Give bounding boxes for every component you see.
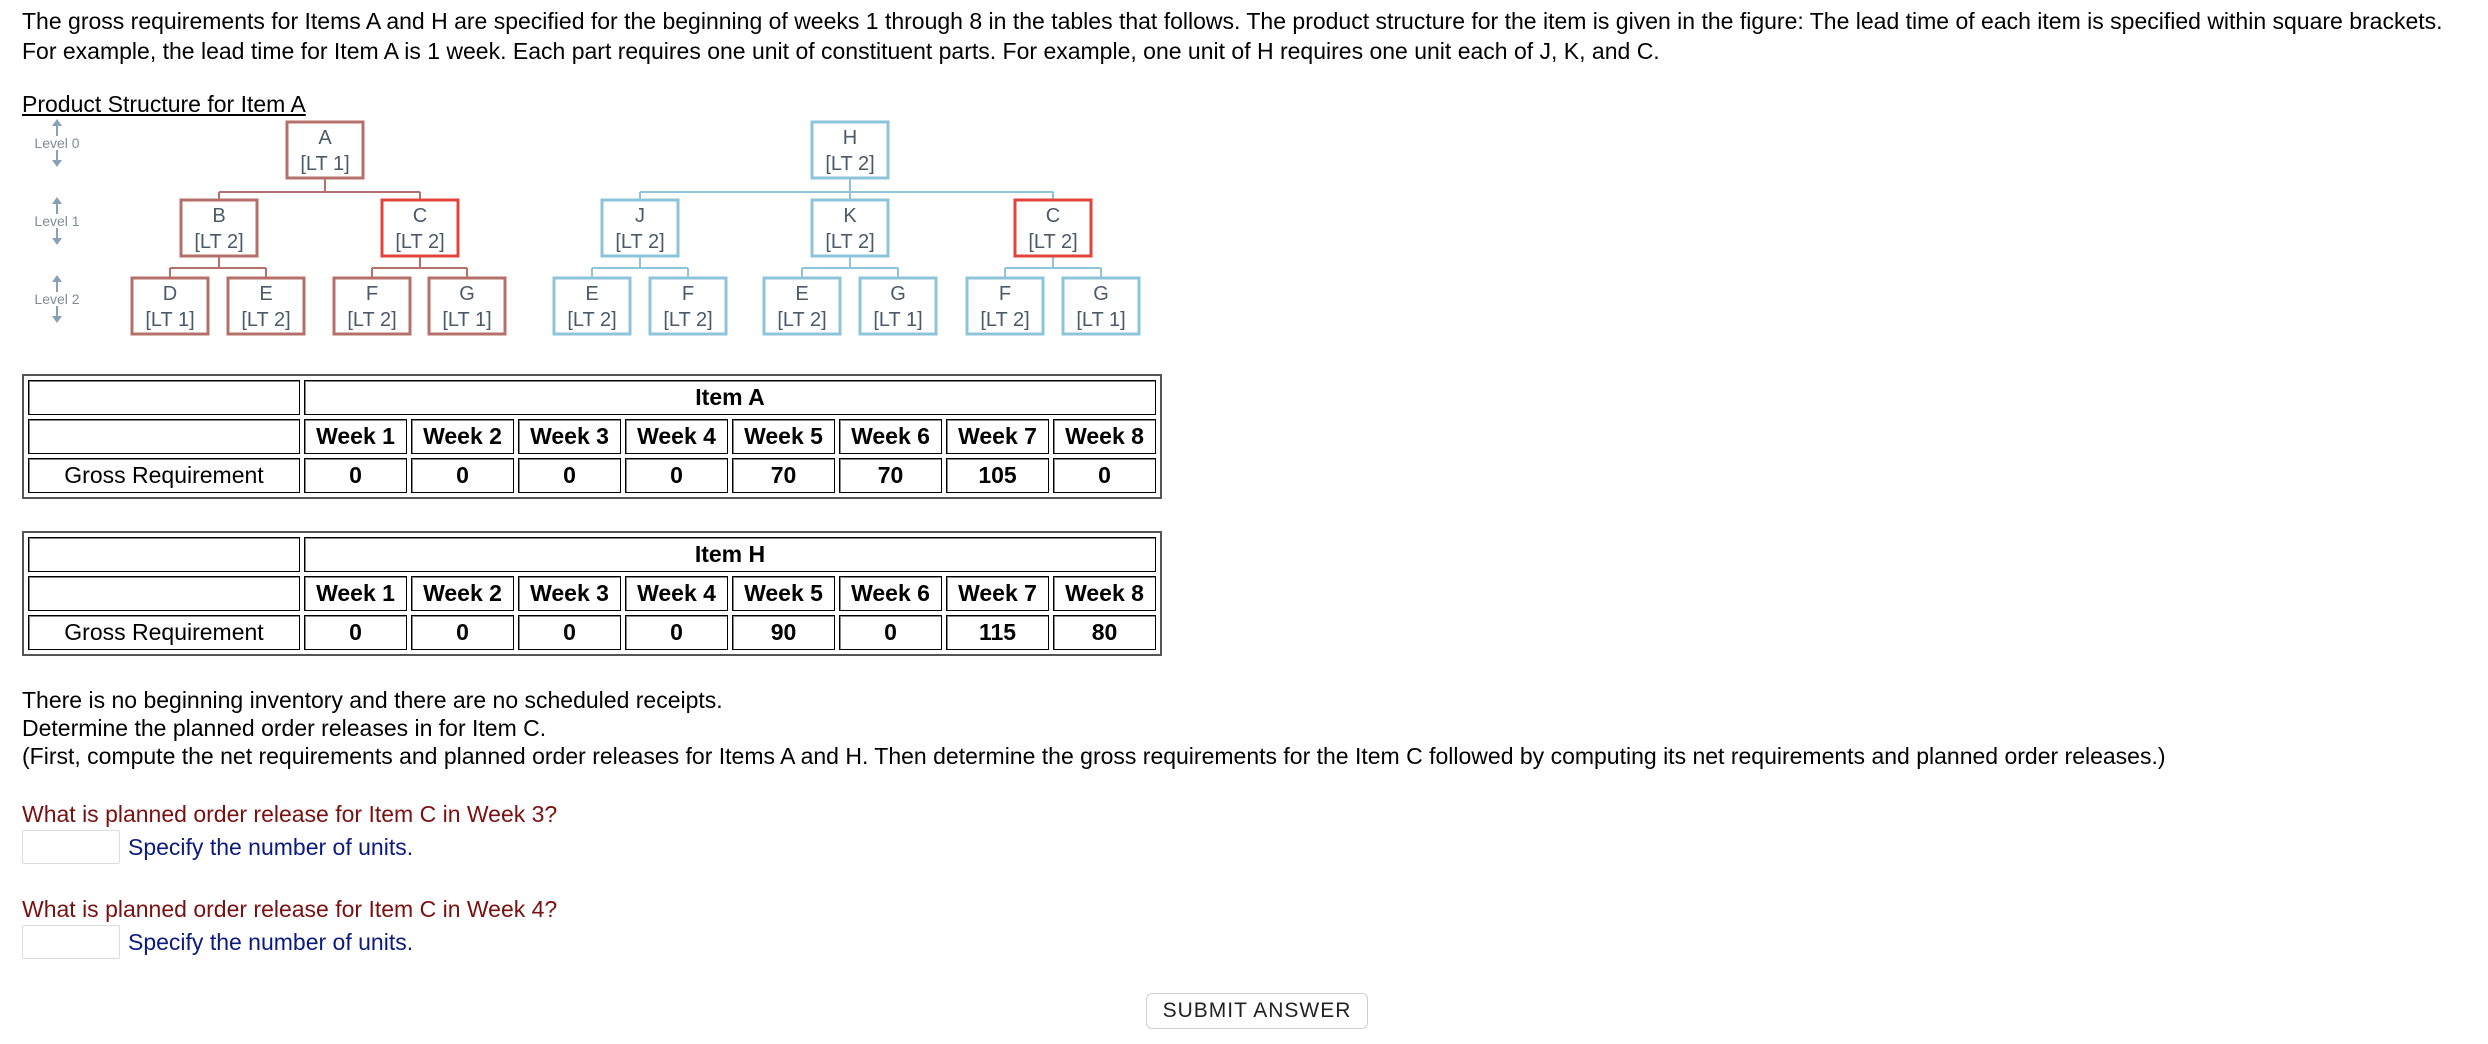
table-cell: 0 [411,458,514,493]
node-f-under-j [650,278,726,334]
svg-text:[LT 2]: [LT 2] [567,309,617,331]
table-cell: 0 [304,458,407,493]
product-structure-title: Product Structure for Item A [22,91,306,117]
table-cell: 105 [946,458,1049,493]
week-header: Week 3 [518,419,621,454]
node-k [812,200,888,256]
week-header: Week 7 [946,576,1049,611]
svg-text:[LT 2]: [LT 2] [980,309,1030,331]
node-c-under-h [1015,200,1091,256]
node-f-under-c-a [334,278,410,334]
svg-text:F: F [681,283,695,305]
svg-text:G: G [459,283,475,305]
node-g-under-k [860,278,936,334]
week-header: Week 2 [411,419,514,454]
node-g-under-c-a [429,278,505,334]
week-header: Week 8 [1053,419,1156,454]
row-label: Gross Requirement [28,458,300,493]
intro-text: The gross requirements for Items A and H are specified for the beginning of weeks 1 through 8 in the tables that follows. The product structure for the item is given in the figure: The lead time of each item is specified within square brackets. For example, the lead time for Item A is 1 week. Each part requires one unit of constituent parts. For example, one unit of H requires one unit each of J, K, and C. [22,8,2443,64]
svg-text:[LT 1]: [LT 1] [442,309,492,331]
week-header: Week 7 [946,419,1049,454]
empty-cell [28,576,300,611]
svg-text:E: E [585,283,599,305]
table-cell: 0 [518,615,621,650]
week-header: Week 6 [839,419,942,454]
row-label: Gross Requirement [28,615,300,650]
week-header: Week 1 [304,419,407,454]
svg-text:H: H [842,127,858,149]
svg-text:[LT 2]: [LT 2] [241,309,291,331]
svg-text:E: E [795,283,809,305]
table-cell: 80 [1053,615,1156,650]
svg-text:[LT 1]: [LT 1] [300,153,350,175]
svg-text:F: F [998,283,1012,305]
instruction-line: There is no beginning inventory and there are no scheduled receipts. [22,687,723,713]
svg-text:[LT 2]: [LT 2] [1028,231,1078,253]
svg-text:C: C [1045,205,1061,227]
instruction-line: (First, compute the net requirements and planned order releases for Items A and H. Then determine the gross requirements for the Item C followed by computing its net requirements and planned order releases.) [22,743,2166,769]
table-cell: 0 [839,615,942,650]
svg-text:[LT 1]: [LT 1] [873,309,923,331]
empty-cell [28,380,300,415]
svg-text:G: G [1093,283,1109,305]
svg-text:F: F [365,283,379,305]
svg-text:[LT 1]: [LT 1] [1076,309,1126,331]
svg-text:B: B [212,205,226,227]
svg-text:[LT 2]: [LT 2] [194,231,244,253]
node-j [602,200,678,256]
item-a-table [22,374,1162,499]
answer-input-week-3[interactable] [22,830,120,864]
instructions [22,686,2166,770]
svg-text:[LT 2]: [LT 2] [825,231,875,253]
answer-hint: Specify the number of units. [128,833,414,860]
node-c-under-a [382,200,458,256]
svg-text:A: A [318,127,332,149]
svg-text:[LT 2]: [LT 2] [663,309,713,331]
table-title-row [28,380,1156,415]
level-indicators [34,119,79,323]
table-cell: 0 [625,458,728,493]
svg-text:J: J [635,205,645,227]
table-cell: 0 [518,458,621,493]
week-header: Week 1 [304,576,407,611]
table-title-row [28,537,1156,572]
item-h-table [22,531,1162,656]
question-prompt: What is planned order release for Item C in Week 3? [22,801,558,827]
svg-text:G: G [890,283,906,305]
week-header: Week 8 [1053,576,1156,611]
week-header: Week 6 [839,576,942,611]
svg-text:[LT 2]: [LT 2] [777,309,827,331]
svg-text:[LT 2]: [LT 2] [347,309,397,331]
level-0-label: Level 0 [34,135,80,151]
week-header: Week 5 [732,576,835,611]
product-structure-diagram [22,118,1162,348]
question-week-3 [22,800,557,864]
level-1-label: Level 1 [34,213,80,229]
table-header-row [28,576,1156,611]
table-cell: 0 [1053,458,1156,493]
week-header: Week 4 [625,419,728,454]
table-cell: 115 [946,615,1049,650]
svg-text:K: K [843,205,857,227]
table-row [28,458,1156,493]
svg-text:[LT 1]: [LT 1] [145,309,195,331]
table-header-row [28,419,1156,454]
level-2-label: Level 2 [34,291,80,307]
node-b [181,200,257,256]
question-prompt: What is planned order release for Item C in Week 4? [22,896,558,922]
node-g-under-c-h [1063,278,1139,334]
svg-text:[LT 2]: [LT 2] [825,153,875,175]
node-d [132,278,208,334]
answer-input-week-4[interactable] [22,925,120,959]
table-title: Item A [304,380,1156,415]
week-header: Week 2 [411,576,514,611]
node-e-under-j [554,278,630,334]
submit-answer-button[interactable]: SUBMIT ANSWER [1146,993,1368,1029]
svg-text:D: D [162,283,178,305]
answer-hint: Specify the number of units. [128,928,414,955]
question-week-4 [22,895,557,959]
empty-cell [28,537,300,572]
node-e-under-b [228,278,304,334]
table-title: Item H [304,537,1156,572]
table-cell: 70 [732,458,835,493]
svg-text:C: C [412,205,428,227]
svg-text:[LT 2]: [LT 2] [395,231,445,253]
svg-text:[LT 2]: [LT 2] [615,231,665,253]
node-a [287,122,363,178]
table-cell: 0 [304,615,407,650]
week-header: Week 5 [732,419,835,454]
table-row [28,615,1156,650]
empty-cell [28,419,300,454]
table-cell: 0 [411,615,514,650]
node-h [812,122,888,178]
table-cell: 70 [839,458,942,493]
node-f-under-c-h [967,278,1043,334]
instruction-line: Determine the planned order releases in for Item C. [22,715,547,741]
svg-text:E: E [259,283,273,305]
table-cell: 90 [732,615,835,650]
table-cell: 0 [625,615,728,650]
week-header: Week 3 [518,576,621,611]
week-header: Week 4 [625,576,728,611]
node-e-under-k [764,278,840,334]
